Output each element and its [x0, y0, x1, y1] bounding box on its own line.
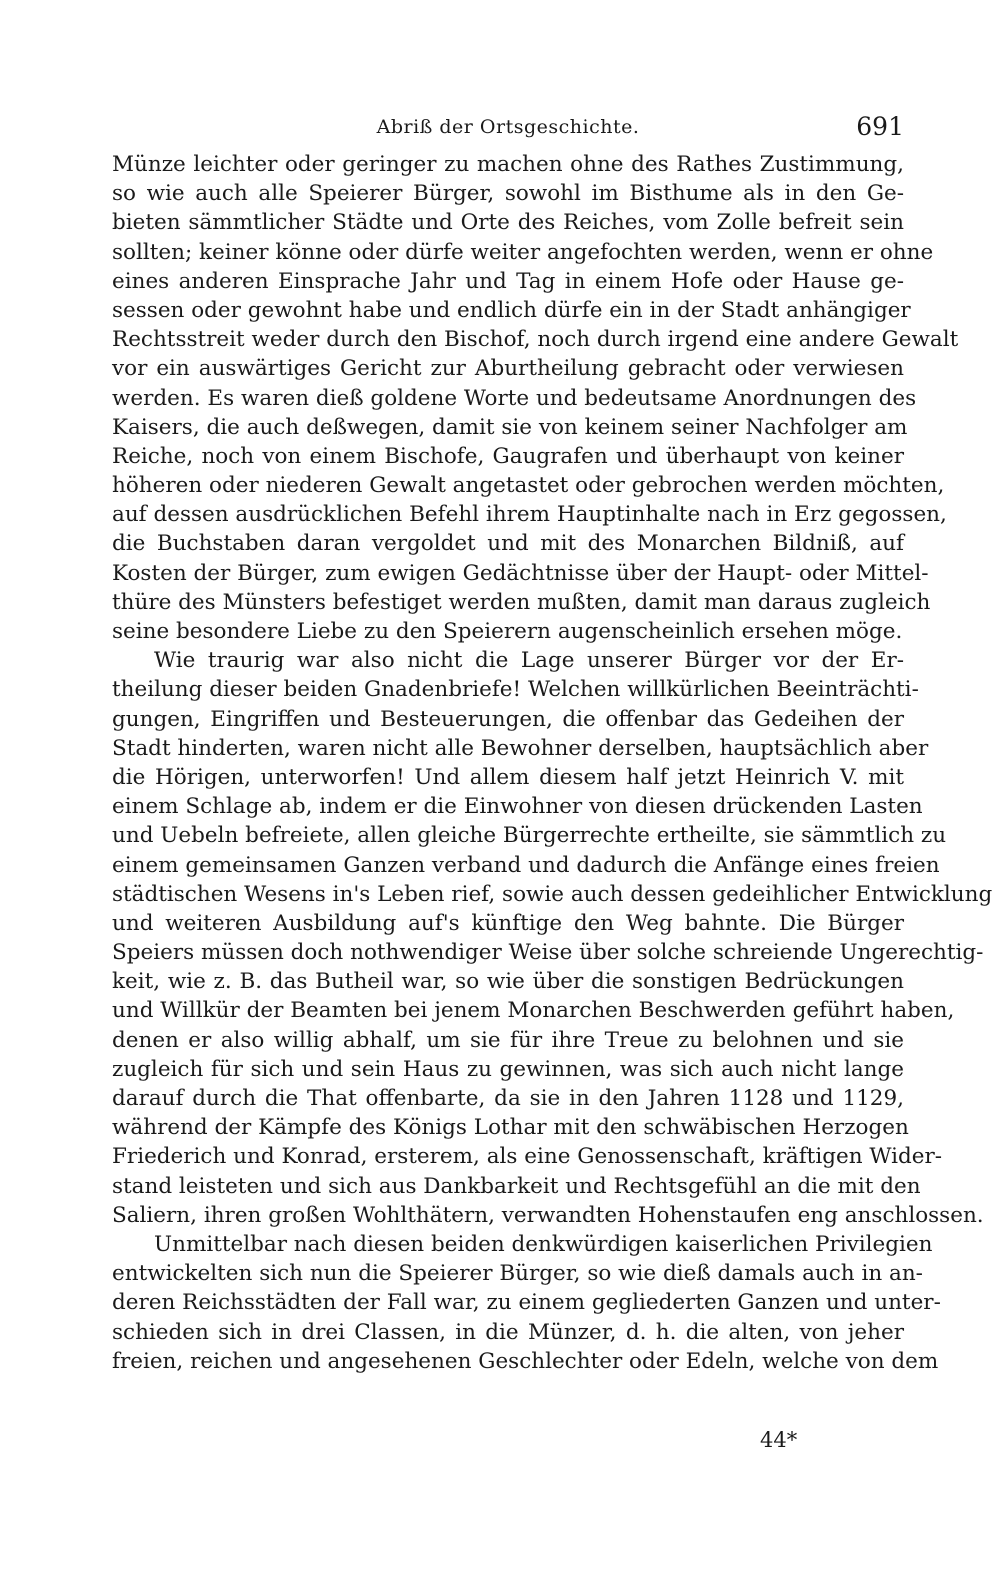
text-line: Saliern, ihren großen Wohlthätern, verwandten Hohenstaufen eng anschlossen. [112, 1202, 984, 1228]
text-line: die Hörigen, unterworfen! Und allem diesem half jetzt Heinrich V. mit [112, 764, 904, 790]
text-line: so wie auch alle Speierer Bürger, sowohl im Bisthume als in den Ge- [112, 181, 904, 207]
text-line: darauf durch die That offenbarte, da sie in den Jahren 1128 und 1129, [112, 1086, 904, 1111]
text-line: theilung dieser beiden Gnadenbriefe! Welchen willkürlichen Beeinträchti- [112, 677, 919, 703]
text-line: seine besondere Liebe zu den Speierern augenscheinlich ersehen möge. [112, 619, 903, 644]
text-line: sollten; keiner könne oder dürfe weiter angefochten werden, wenn er ohne [112, 239, 934, 265]
text-line: Wie traurig war also nicht die Lage unserer Bürger vor der Er- [154, 648, 904, 674]
text-line: einem gemeinsamen Ganzen verband und dadurch die Anfänge eines freien [112, 852, 940, 878]
text-line: einem Schlage ab, indem er die Einwohner von diesen drückenden Lasten [112, 794, 923, 820]
text-line: gungen, Eingriffen und Besteuerungen, die offenbar das Gedeihen der [112, 706, 904, 732]
text-line: eines anderen Einsprache Jahr und Tag in einem Hofe oder Hause ge- [112, 268, 904, 294]
signature-mark: 44* [760, 1428, 798, 1452]
text-line: Münze leichter oder geringer zu machen ohne des Rathes Zustimmung, [112, 152, 904, 177]
text-line: die Buchstaben daran vergoldet und mit des Monarchen Bildniß, auf [112, 531, 904, 557]
text-line: entwickelten sich nun die Speierer Bürger, so wie dieß damals auch in an- [112, 1261, 923, 1287]
page-number: 691 [856, 112, 904, 141]
text-line: Reiche, noch von einem Bischofe, Gaugrafen und überhaupt von keiner [112, 443, 904, 469]
text-line: denen er also willig abhalf, um sie für ihre Treue zu belohnen und sie [112, 1027, 904, 1053]
text-line: auf dessen ausdrücklichen Befehl ihrem Hauptinhalte nach in Erz gegossen, [112, 502, 947, 528]
text-line: zugleich für sich und sein Haus zu gewinnen, was sich auch nicht lange [112, 1056, 904, 1082]
text-line: Rechtsstreit weder durch den Bischof, noch durch irgend eine andere Gewalt [112, 327, 959, 353]
text-line: stand leisteten und sich aus Dankbarkeit und Rechtsgefühl an die mit den [112, 1173, 921, 1199]
text-line: werden. Es waren dieß goldene Worte und bedeutsame Anordnungen des [112, 385, 917, 411]
text-line: städtischen Wesens in's Leben rief, sowie auch dessen gedeihlicher Entwicklung [112, 881, 993, 907]
text-line: deren Reichsstädten der Fall war, zu einem gegliederten Ganzen und unter- [112, 1290, 941, 1316]
text-line: vor ein auswärtiges Gericht zur Aburtheilung gebracht oder verwiesen [112, 356, 904, 382]
text-line: und Uebeln befreiete, allen gleiche Bürgerrechte ertheilte, sie sämmtlich zu [112, 823, 947, 849]
page-header [112, 112, 904, 146]
text-line: und weiteren Ausbildung auf's künftige den Weg bahnte. Die Bürger [112, 910, 904, 936]
text-line: Kosten der Bürger, zum ewigen Gedächtnisse über der Haupt- oder Mittel- [112, 560, 929, 586]
body-text [112, 150, 993, 1376]
text-line: Friederich und Konrad, ersterem, als eine Genossenschaft, kräftigen Wider- [112, 1144, 942, 1170]
text-line: Unmittelbar nach diesen beiden denkwürdigen kaiserlichen Privilegien [154, 1231, 933, 1257]
text-line: freien, reichen und angesehenen Geschlechter oder Edeln, welche von dem [112, 1348, 939, 1374]
text-line: keit, wie z. B. das Butheil war, so wie über die sonstigen Bedrückungen [112, 969, 904, 995]
text-line: thüre des Münsters befestiget werden mußten, damit man daraus zugleich [112, 589, 931, 615]
text-line: höheren oder niederen Gewalt angetastet oder gebrochen werden möchten, [112, 473, 945, 499]
text-line: Speiers müssen doch nothwendiger Weise über solche schreiende Ungerechtig- [112, 940, 984, 966]
text-line: sessen oder gewohnt habe und endlich dürfe ein in der Stadt anhängiger [112, 297, 911, 323]
text-line: während der Kämpfe des Königs Lothar mit den schwäbischen Herzogen [112, 1115, 909, 1141]
text-line: schieden sich in drei Classen, in die Münzer, d. h. die alten, von jeher [112, 1319, 904, 1345]
text-line: bieten sämmtlicher Städte und Orte des Reiches, vom Zolle befreit sein [112, 210, 904, 236]
text-line: Stadt hinderten, waren nicht alle Bewohner derselben, hauptsächlich aber [112, 735, 929, 761]
running-title: Abriß der Ortsgeschichte. [376, 116, 640, 138]
text-line: und Willkür der Beamten bei jenem Monarchen Beschwerden geführt haben, [112, 998, 955, 1024]
text-line: Kaisers, die auch deßwegen, damit sie von keinem seiner Nachfolger am [112, 414, 908, 440]
